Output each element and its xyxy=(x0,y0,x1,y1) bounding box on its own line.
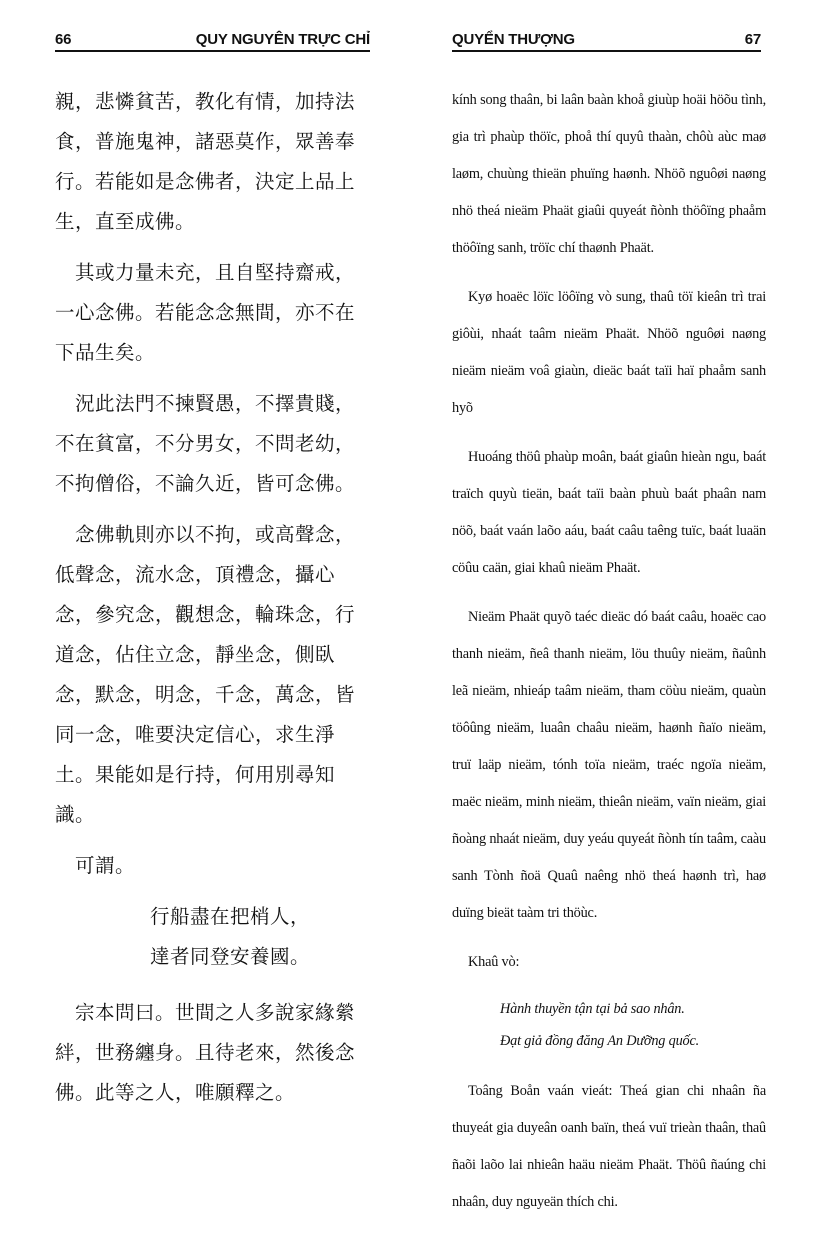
chinese-verse xyxy=(55,897,373,977)
vietnamese-verse-line-2: Đạt giả đồng đăng An Dưỡng quốc. xyxy=(500,1033,699,1049)
page-number-right: 67 xyxy=(744,31,761,48)
chinese-text-body xyxy=(55,82,373,1124)
vietnamese-paragraph-3: Huoáng thöû phaùp moân, baát giaûn hieàn ngu, baát traïch quyù tieän, baát taïi baàn phuù baát phaân nam nöõ, baát vaán laõo aáu, baát caâu taêng tuïc, baát luaän cöûu caän, giai khaû nieäm Phaät. xyxy=(452,449,766,576)
vietnamese-verse-line-1: Hành thuyền tận tại bả sao nhân. xyxy=(500,1001,685,1017)
vietnamese-paragraph-5: Khaû vò: xyxy=(468,954,520,970)
chinese-closing-paragraph: 宗本問曰。世間之人多說家緣縈絆，世務纏身。且待老來，然後念佛。此等之人，唯願釋之。 xyxy=(55,1001,356,1104)
header-rule-right xyxy=(452,50,761,52)
running-title-right: QUYỂN THƯỢNG xyxy=(452,31,575,48)
chinese-verse-line-2: 達者同登安養國。 xyxy=(150,945,311,968)
page-number-left: 66 xyxy=(55,31,72,48)
header-rule-left xyxy=(55,50,370,52)
vietnamese-paragraph-1: kính song thaân, bi laân baàn khoå giuùp hoäi höõu tình, gia trì phaùp thöïc, phoå thí quyû thaàn, chôù aùc maø laøm, chuùng thieän phuïng haønh. Nhöõ nguôøi naøng nhö theá nieäm Phaät giaûi quyeát ñònh thöôïng phaåm thöôïng sanh, tröïc chí thaønh Phaät. xyxy=(452,92,766,256)
vietnamese-paragraph-4: Nieäm Phaät quyõ taéc dieäc dó baát caâu, hoaëc cao thanh nieäm, ñeâ thanh nieäm, löu thuûy nieäm, ñaûnh leã nieäm, nhieáp taâm nieäm, tham cöùu nieäm, quaùn töôûng nieäm, luaân chaâu nieäm, haønh ñaïo nieäm, truï laäp nieäm, tónh toïa nieäm, traéc ngoïa nieäm, maëc nieäm, minh nieäm, thieân nieäm, vaïn nieäm, giai ñoàng nhaát nieäm, duy yeáu quyeát ñònh tín taâm, caàu sanh Tònh ñoä Quaû naêng nhö theá haønh trì, haø duïng bieät taàm tri thöùc. xyxy=(452,609,766,921)
vietnamese-closing-paragraph: Toâng Boån vaán vieát: Theá gian chi nhaân ña thuyeát gia duyeân oanh baïn, theá vuï trieàn thaân, thaû ñaõi laõo lai nhieân haäu nieäm Phaät. Thöû ñaúng chi nhaân, duy nguyeän thích chi. xyxy=(452,1083,766,1210)
chinese-paragraph-1: 親，悲憐貧苦，教化有情，加持法食，普施鬼神，諸惡莫作，眾善奉行。若能如是念佛者，決定上品上生，直至成佛。 xyxy=(55,90,356,233)
chinese-paragraph-5: 可謂。 xyxy=(75,854,136,877)
vietnamese-paragraph-2: Kyø hoaëc löïc löôïng vò sung, thaû töï kieân trì trai giôùi, nhaát taâm nieäm Phaät. Nhöõ nguôøi naøng nieäm nieäm voâ giaùn, dieäc baát taïi haï phaåm sanh hyõ xyxy=(452,289,766,416)
left-page-header xyxy=(55,22,370,48)
vietnamese-verse xyxy=(452,993,766,1057)
right-page-header xyxy=(452,22,761,48)
left-page xyxy=(0,0,408,1123)
chinese-paragraph-2: 其或力量未充，且自堅持齋戒，一心念佛。若能念念無間，亦不在下品生矣。 xyxy=(55,261,356,364)
chinese-paragraph-4: 念佛軌則亦以不拘，或高聲念，低聲念，流水念，頂禮念，攝心念，參究念，觀想念，輪珠念，行道念，佔住立念，靜坐念，側臥念，默念，明念，千念，萬念，皆同一念，唯要決定信心，求生淨土。果能如是行持，何用別尋知識。 xyxy=(55,523,356,826)
chinese-paragraph-3: 況此法門不揀賢愚，不擇貴賤，不在貧富，不分男女，不問老幼，不拘僧俗，不論久近，皆可念佛。 xyxy=(55,392,356,495)
running-title-left: QUY NGUYÊN TRỰC CHỈ xyxy=(195,31,370,48)
vietnamese-text-body xyxy=(452,82,766,1233)
chinese-verse-line-1: 行船盡在把梢人， xyxy=(150,905,311,928)
